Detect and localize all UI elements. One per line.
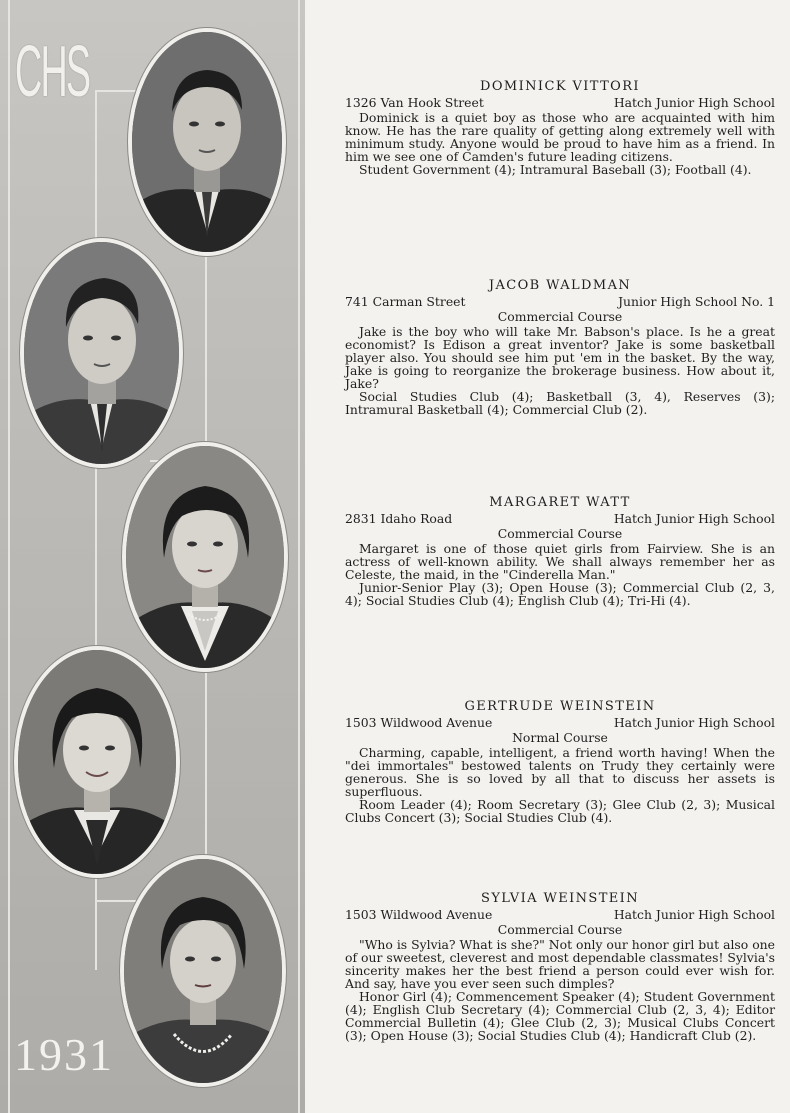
portrait-photo bbox=[20, 238, 183, 468]
school-monogram: CHS bbox=[14, 32, 90, 112]
student-bio: Jake is the boy who will take Mr. Babson's place. Is he a great economist? Is Edison a great inventor? Jake is some basketball player also. You should see him put 'em in the basket. By the way, Jake is going to reorganize the brokerage business. How about it, Jake? bbox=[345, 324, 775, 391]
student-address: 1503 Wildwood Avenue bbox=[345, 715, 493, 730]
portrait-photo bbox=[128, 28, 286, 256]
student-name: DOMINICK VITTORI bbox=[480, 79, 640, 94]
student-address: 1326 Van Hook Street bbox=[345, 95, 484, 110]
student-activities: Social Studies Club (4); Basketball (3, 4), Reserves (3); Intramural Basketball (4); Commercial Club (2). bbox=[345, 389, 775, 417]
student-course: Normal Course bbox=[512, 730, 608, 745]
junior-high-school: Junior High School No. 1 bbox=[618, 294, 775, 309]
portrait-photo bbox=[14, 646, 180, 878]
junior-high-school: Hatch Junior High School bbox=[613, 715, 775, 730]
student-activities: Honor Girl (4); Commencement Speaker (4); Student Government (4); English Club Secretary (4); Commercial Club (2, 3, 4); Editor Commercial Bulletin (4); Glee Club (2, 3); Musical Clubs Concert (3); Open House (3); Social Studies Club (4); Handicraft Club (2). bbox=[345, 989, 775, 1043]
address-line bbox=[345, 908, 775, 921]
student-bio: Charming, capable, intelligent, a friend worth having! When the "dei immortales" bestowed talents on Trudy they certainly were generous. She is so loved by all that to discuss her assets is superfluous. bbox=[345, 745, 775, 799]
student-entry bbox=[345, 700, 775, 824]
student-entry bbox=[345, 892, 775, 1042]
address-line bbox=[345, 295, 775, 308]
student-name: GERTRUDE WEINSTEIN bbox=[464, 699, 656, 714]
student-activities: Student Government (4); Intramural Baseball (3); Football (4). bbox=[359, 162, 752, 177]
address-line bbox=[345, 716, 775, 729]
frame-line bbox=[298, 0, 300, 1113]
student-activities: Junior-Senior Play (3); Open House (3); Commercial Club (2, 3, 4); Social Studies Club (4); English Club (4); Tri-Hi (4). bbox=[345, 580, 775, 608]
student-name: JACOB WALDMAN bbox=[488, 278, 632, 293]
student-course: Commercial Course bbox=[497, 526, 623, 541]
student-name: MARGARET WATT bbox=[489, 495, 631, 510]
junior-high-school: Hatch Junior High School bbox=[613, 511, 775, 526]
student-address: 741 Carman Street bbox=[345, 294, 466, 309]
frame-line bbox=[8, 0, 10, 1113]
address-line bbox=[345, 96, 775, 109]
photo-panel bbox=[0, 0, 305, 1113]
yearbook-year: 1931 bbox=[14, 1029, 114, 1080]
student-activities: Room Leader (4); Room Secretary (3); Glee Club (2, 3); Musical Clubs Concert (3); Social Studies Club (4). bbox=[345, 797, 775, 825]
student-entry bbox=[345, 80, 775, 176]
junior-high-school: Hatch Junior High School bbox=[613, 907, 775, 922]
student-bio: Margaret is one of those quiet girls from Fairview. She is an actress of well-known ability. We shall always remember her as Celeste, the maid, in the "Cinderella Man." bbox=[345, 541, 775, 582]
junior-high-school: Hatch Junior High School bbox=[613, 95, 775, 110]
student-bio: "Who is Sylvia? What is she?" Not only our honor girl but also one of our sweetest, cleverest and most dependable classmates! Sylvia's sincerity makes her the best friend a person could ever wish for. And say, have you ever seen such dimples? bbox=[345, 937, 775, 991]
portrait-photo bbox=[122, 442, 288, 672]
student-course: Commercial Course bbox=[497, 922, 623, 937]
student-entry bbox=[345, 279, 775, 416]
student-address: 2831 Idaho Road bbox=[345, 511, 453, 526]
student-address: 1503 Wildwood Avenue bbox=[345, 907, 493, 922]
student-bio: Dominick is a quiet boy as those who are acquainted with him know. He has the rare quality of getting along extremely well with minimum study. Anyone would be proud to have him as a friend. In him we see one of Camden's future leading citizens. bbox=[345, 110, 775, 164]
address-line bbox=[345, 512, 775, 525]
portrait-photo bbox=[120, 855, 286, 1087]
student-entry bbox=[345, 496, 775, 607]
student-course: Commercial Course bbox=[497, 309, 623, 324]
student-name: SYLVIA WEINSTEIN bbox=[481, 891, 639, 906]
